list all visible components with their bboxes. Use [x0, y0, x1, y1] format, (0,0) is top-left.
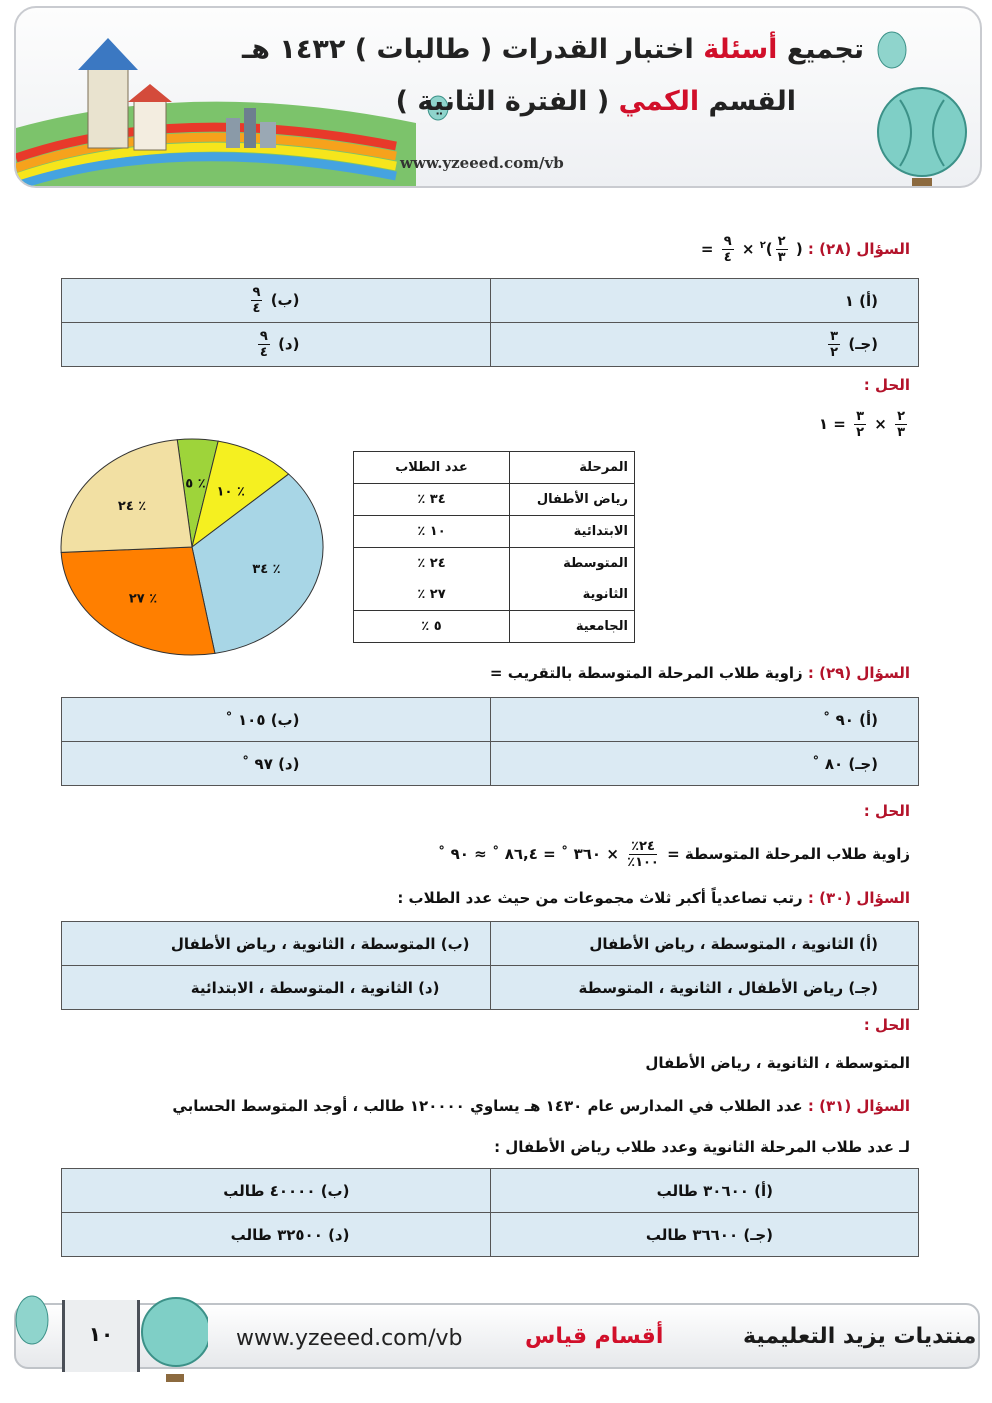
page-number: ١٠ — [88, 1322, 114, 1346]
q28-options — [61, 278, 919, 367]
q29-option-a[interactable]: (أ) ٩٠ ˚ — [490, 698, 919, 742]
pie-slice-label: ٥ ٪ — [185, 476, 206, 492]
q28-solution: $\frac{٢}{٣}$ × $\frac{٣}{٢}$ = ١ — [818, 409, 905, 440]
q30-options — [61, 921, 919, 1010]
city-building — [244, 108, 256, 148]
footer-balloon-basket — [166, 1374, 184, 1382]
stage-name: الثانوية — [510, 579, 635, 611]
header-title-line2: القسم الكمي ( الفترة الثانية ) — [395, 86, 796, 117]
stage-count: ٣٤ ٪ — [354, 484, 510, 516]
q28-base-fraction: $\frac{٢}{٣}$ — [777, 234, 786, 265]
pie-slice — [61, 440, 192, 553]
pie-slice-label: ٣٤ ٪ — [252, 561, 281, 577]
balloon-small — [878, 32, 906, 68]
stages-header-count: عدد الطلاب — [354, 452, 510, 484]
pie-slice-label: ٢٤ ٪ — [117, 499, 147, 515]
q29-option-d[interactable]: (د) ٩٧ ˚ — [62, 742, 491, 786]
q30-question: السؤال (٣٠) : رتب تصاعدياً أكبر ثلاث مجموعات من حيث عدد الطلاب : — [397, 889, 910, 907]
q31-question: السؤال (٣١) : عدد الطلاب في المدارس عام ١٤٣٠ هـ يساوي ١٢٠٠٠٠ طالب ، أوجد المتوسط الحسابي — [172, 1097, 910, 1115]
q31-option-a[interactable]: (أ) ٣٠٦٠٠ طالب — [490, 1169, 919, 1213]
stage-name: الجامعية — [510, 611, 635, 643]
stage-count: ٢٤ ٪ — [354, 548, 510, 580]
header-title-line1: تجميع أسئلة اختبار القدرات ( طالبات ) ١٤٣٢ هـ — [242, 34, 864, 65]
q29-options — [61, 697, 919, 786]
footer-url[interactable]: www.yzeeed.com/vb — [236, 1326, 463, 1351]
q28-solution-label: الحل : — [863, 376, 910, 394]
pie-chart — [54, 432, 330, 664]
header-url: www.yzeeed.com/vb — [400, 154, 564, 172]
city-building — [260, 122, 276, 148]
q28-rhs-fraction: $\frac{٩}{٤}$ — [723, 234, 732, 265]
q30-option-a[interactable]: (أ) الثانوية ، المتوسطة ، رياض الأطفال — [490, 922, 919, 966]
q28-option-c[interactable]: (جـ) $\frac{٣}{٢}$ — [490, 323, 919, 367]
stage-count: ١٠ ٪ — [354, 516, 510, 548]
castle-house — [134, 100, 166, 150]
q28-power: ٢ — [759, 240, 766, 251]
castle-tower — [88, 68, 128, 148]
q30-solution: المتوسطة ، الثانوية ، رياض الأطفال — [645, 1054, 910, 1072]
balloon-basket — [912, 178, 932, 186]
q28-option-a[interactable]: (أ) ١ — [490, 279, 919, 323]
footer-balloon-small — [16, 1296, 48, 1344]
pie-slice-label: ٢٧ ٪ — [128, 591, 158, 607]
q29-solution-label: الحل : — [863, 802, 910, 820]
q30-solution-label: الحل : — [863, 1016, 910, 1034]
q31-options — [61, 1168, 919, 1257]
city-building — [226, 118, 240, 148]
stage-count: ٢٧ ٪ — [354, 579, 510, 611]
stage-count: ٥ ٪ — [354, 611, 510, 643]
q30-option-c[interactable]: (جـ) رياض الأطفال ، الثانوية ، المتوسطة — [490, 966, 919, 1010]
q29-option-c[interactable]: (جـ) ٨٠ ˚ — [490, 742, 919, 786]
stages-table — [353, 451, 635, 643]
q29-question: السؤال (٢٩) : زاوية طلاب المرحلة المتوسطة بالتقريب = — [489, 664, 910, 682]
q28-question: السؤال (٢٨) : ( $\frac{٢}{٣}$ )$^٢$ × $\frac{٩}{٤}$ = — [700, 234, 910, 265]
footer-balloon-big — [142, 1298, 208, 1366]
q31-option-c[interactable]: (جـ) ٣٦٦٠٠ طالب — [490, 1213, 919, 1257]
q28-option-b[interactable]: (ب) $\frac{٩}{٤}$ — [62, 279, 491, 323]
footer-forum-name: منتديات يزيد التعليمية — [743, 1324, 977, 1349]
castle-roof — [78, 38, 138, 70]
stage-name: الابتدائية — [510, 516, 635, 548]
q28-expr-open: ( — [795, 240, 803, 258]
q31-question-line2: لـ عدد طلاب المرحلة الثانوية وعدد طلاب رياض الأطفال : — [494, 1138, 910, 1156]
q28-option-d[interactable]: (د) $\frac{٩}{٤}$ — [62, 323, 491, 367]
stage-name: رياض الأطفال — [510, 484, 635, 516]
footer-section[interactable]: أقسام قياس — [525, 1324, 664, 1349]
q31-option-b[interactable]: (ب) ٤٠٠٠٠ طالب — [62, 1169, 491, 1213]
q31-option-d[interactable]: (د) ٣٢٥٠٠ طالب — [62, 1213, 491, 1257]
stages-header-stage: المرحلة — [510, 452, 635, 484]
q29-option-b[interactable]: (ب) ١٠٥ ˚ — [62, 698, 491, 742]
q30-option-b[interactable]: (ب) المتوسطة ، الثانوية ، رياض الأطفال — [62, 922, 491, 966]
balloon-big — [878, 88, 966, 176]
house-roof — [128, 84, 172, 102]
pie-slice-label: ١٠ ٪ — [216, 484, 245, 500]
stage-name: المتوسطة — [510, 548, 635, 580]
q30-option-d[interactable]: (د) الثانوية ، المتوسطة ، الابتدائية — [62, 966, 491, 1010]
q29-solution: زاوية طلاب المرحلة المتوسطة = $\frac{٢٤٪}{١٠٠٪}$ × ٣٦٠ ˚ = ٨٦,٤ ˚ ≈ ٩٠ ˚ — [437, 839, 910, 870]
